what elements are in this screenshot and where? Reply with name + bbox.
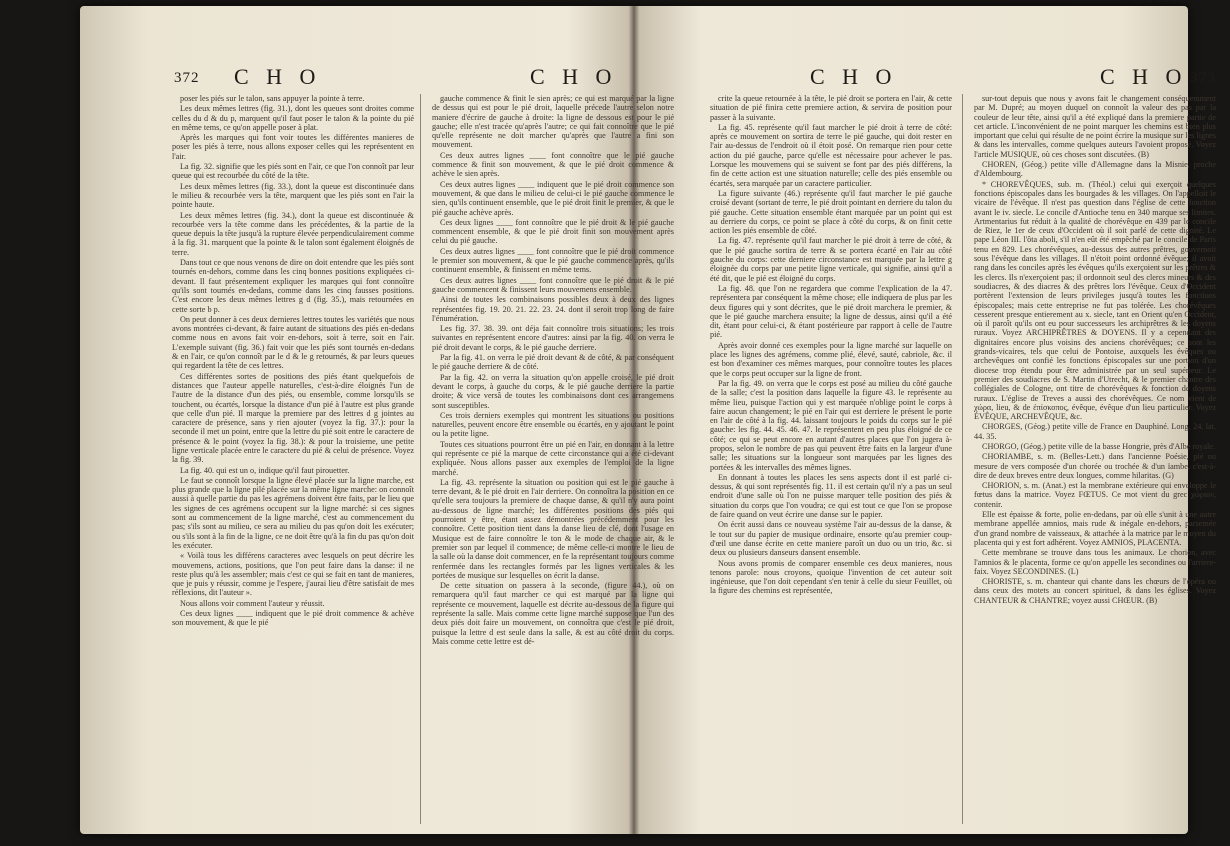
paragraph: Ces deux lignes ____ indiquent que le pié droit commence & achève son mouvement, & que le pié — [172, 609, 414, 628]
paragraph: Dans tout ce que nous venons de dire on doit entendre que les piés sont tournés en-dehors, comme dans les cinq bonnes positions expliquées ci-devant. Il faut présentement expliquer les marques qui font connoître qu'ils sont tournés en-dedans, comme dans les cinq fausses positions. C'est encore les deux mêmes lettres g d (fig. 35.), mais retournées en cette sorte b p. — [172, 258, 414, 314]
paragraph: De cette situation on passera à la seconde, (figure 44.), où on remarquera qu'il faut marcher ce qui est marqué par la ligne qui représente ce mouvement, laquelle est décrite au-dessous de la figure qui représente la salle. Mais comme cette ligne marché suppose que l'un des deux piés doit faire un mouvement, on connoîtra que c'est le pié droit, puisque la lettre d est seule dans la salle, & est au côté droit du corps. Mais comme cette lettre est dé- — [432, 581, 674, 646]
paragraph: Ces deux autres lignes ____ font connoître que le pié gauche commence & finit son mouvement, & que le pié droit commence & achève le sien après. — [432, 150, 674, 179]
right-page-number: 373 — [1190, 70, 1216, 86]
paragraph: Ces deux autres lignes ____ font connoître que le pié droit commence le premier son mouvement, & que le pié gauche commence après, qu'ils continuent ensemble, & finissent en même tems. — [432, 246, 674, 275]
right-column-2 — [974, 94, 1216, 834]
paragraph: * CHOREVÊQUES, sub. m. (Théol.) celui qui exerçoit quelques fonctions épiscopales dans les bourgades & les villages. On l'appelloit le vicaire de l'évêque. Il n'est pas question dans l'église de cette fonction avant le iv. siecle. Le concile d'Antioche tenu en 340 marque ses limites. Artmentarius fut réduit à la qualité de chorévêque en 439 par le concile de Riez, le 1er de ceux d'Occident où il soit parlé de cette dignité. Le pape Léon III. l'ôta aboli, s'il n'en eût été empêché par le concile de Paris tenu en 829. Les chorévêques, au-dessus des autres prêtres, gouvernoit sous l'évêque dans les villages. Il n'étoit point ordonné évêque; il avoit rang dans les conciles après les évêques qu'ils exerçoient sur les prêtres & les clercs. Ils n'exerçoient pas; il ordonnoit seul des clercs mineurs & des soudiacres, & des diacres & des prêtres lors l'évêque. Ceux d'Occident portèrent l'extension de leurs privileges jusqu'à toutes les fonctions épiscopales; mais cette entreprise ne fut pas tolérée. Les chorévêques cesserent presque entierement au x. siecle, tant en Orient qu'en Occident, où il paroît qu'ils ont eu pour successeurs les archiprêtres & les doyens ruraux. Voyez ARCHIPRÊTRES & DOYENS. Il y a cependant des dignitaires encore plus voisins des anciens chorévêques; ce sont les grands-vicaires, tels que celui de Pontoise, auxquels les évêques ou archevêques ont confié les fonctions épiscopales sur une portion d'un diocese trop étendu pour être administrée par un seul supérieur. Le premier des soudiacres de S. Martin d'Utrecht, & le premier chantre des collégiales de Cologne, ont titre de chorévêques & fonction de doyens ruraux. L'église de Treves a aussi des chorévêques. Ce nom vient de χώρα, lieu, & de ἐπίσκοπος, évêque, évêque d'un lieu particulier. Voyez ÉVÊQUE, ARCHEVÊQUE, &c. — [974, 179, 1217, 422]
right-running-head — [690, 64, 1230, 92]
paragraph: Le faut se connoît lorsque la ligne élevé placée sur la ligne marche, est plus grande que la ligne pilé placée sur la même ligne marche: on connoît aussi à quelle partie du pas les agrémens doivent être faits, par le lieu que les signes de ces agrémens occupent sur la ligne marché: si ces signes sont au commencement de la ligne marché, c'est au commencement du pas; s'ils sont au milieu, ce sera au milieu du pas qu'on doit les exécuter; ou s'ils sont à la fin de la ligne, ce ne doit être qu'à la fin du pas qu'on doit les exécuter. — [172, 475, 414, 550]
paragraph: On écrit aussi dans ce nouveau système l'air au-dessus de la danse, & le tout sur du papier de musique ordinaire, ensorte qu'au premier coup-d'œil une danse écrite en cette maniere paroît un duo ou un trio, &c. si deux ou plusieurs danseurs dansent ensemble. — [710, 520, 952, 558]
left-page — [162, 6, 682, 834]
paragraph: La fig. 43. représente la situation ou position qui est le pié gauche à terre devant, & le pié droit en l'air derriere. On connoîtra la position en ce qu'elle sera toujours la premiere de chaque danse, & qu'il n'y aura point au-dessous de ligne marché; les différentes positions des piés qui pourroient y être, étant assez démontrées précédemment pour les connoître. Cette position tient dans la danse lieu de clé, dont l'usage en Musique est de faire connoître le ton & le mode de chaque air, & le premier son par lequel il commence; de même celle-ci montre le lieu de la salle où la danse doit commencer, en fe la représentant toujours comme renfermée dans les rectangles formés par les lignes verticales & les portées de musique sur lesquelles on écrit la danse. — [432, 477, 674, 580]
paragraph: Par la fig. 42. on verra la situation qu'on appelle croisé, le pié droit devant le corps, à gauche du corps, & le pié gauche derriere la partie droite; & vice versâ de toutes les combinaisons dont ces arrangemens sont susceptibles. — [432, 372, 674, 410]
paragraph: CHORISTE, s. m. chanteur qui chante dans les chœurs de l'opéra ou dans ceux des motets au concert spirituel, & dans les églises. Voyez CHANTEUR & CHANTRE; voyez aussi CHŒUR. (B) — [974, 577, 1216, 605]
column-divider — [962, 94, 963, 824]
paragraph: La fig. 40. qui est un o, indique qu'il faut pirouetter. — [180, 465, 350, 475]
left-column-2 — [432, 94, 674, 834]
paragraph: Par la fig. 49. on verra que le corps est posé au milieu du côté gauche de la salle; c'est la position dans laquelle la figure 43. le représente au même lieu, puisque l'action qui y est marquée n'oblige point le corps à faire aucun changement; le pié en l'air qui est derriere le présent le porte en l'air de côté à la fig. 44. laissant toujours le poids du corps sur le pié gauche: les fig. 44. 45. 46. 47. le représentent en peu plus éloigné de ce côté; ce qui se peut encore en autant d'autres places que l'on jugera à-propos, selon le nombre de pas qui peuvent être faits en la largeur d'une salle; les situations sur la longueur sont marquées par les lignes des portées & les intervalles des mêmes lignes. — [710, 378, 952, 472]
paragraph: La fig. 32. signifie que les piés sont en l'air, ce que l'on connoît par leur queue qui est recourbée du côté de la tête. — [172, 162, 414, 181]
left-page-number: 372 — [174, 70, 200, 86]
paragraph: La fig. 47. représente qu'il faut marcher le pié droit à terre de côté, & que le pié gauche sortira de terre & se portera écarté en l'air au côté gauche du corps: cette derniere circonstance est marquée par la lettre g éloignée du corps par une petite ligne verticale, qui signifie, ainsi qu'il a été dit, que le pié est éloigné du corps. — [710, 236, 952, 283]
paragraph: Ces deux autres lignes ____ font connoître que le pié droit & le pié gauche commencent & finissent leurs mouvemens ensemble. — [432, 275, 674, 294]
paragraph: Cette membrane se trouve dans tous les animaux. Le chorion, avec l'amnios & le placenta, forme ce qu'on appelle les secondines ou l'arriere-faix. Voyez SECONDINES. (L) — [974, 548, 1216, 576]
paragraph: Nous avons promis de comparer ensemble ces deux manieres, nous tenons parole: nous croyons, quoique l'invention de cet auteur soit ingénieuse, que l'on doit cependant s'en tenir à celle du sieur Feuillet, où la figure des chemins est représentée, — [710, 558, 952, 596]
paragraph: CHORGES, (Géog.) petite ville de France en Dauphiné. Long. 24. lat. 44. 35. — [974, 422, 1216, 441]
paragraph: Les deux mêmes lettres (fig. 31.), dont les queues sont droites comme celles du d & du p, marquent qu'il faut poser le talon & la pointe du pié en même tems, ce qu'on appelle poser à plat. — [172, 104, 414, 132]
paragraph: Ces deux lignes ____ font connoître que le pié droit & le pié gauche commencent ensemble, & que le pié droit finit son mouvement après celui du pié gauche. — [432, 217, 674, 246]
paragraph: La fig. 48. que l'on ne regardera que comme l'explication de la 47. représentera par conséquent la même chose; elle indiquera de plus par les deux figures qui y sont décrites, que le pié droit marchera le premier, & que le pié gauche marchera ensuite; la ligne de dessus, ainsi qu'il a été dit, étant pour celui-ci, & étant postérieure par rapport à celle de l'autre pié. — [710, 283, 952, 340]
column-divider — [420, 94, 421, 824]
paragraph: CHORION, s. m. (Anat.) est la membrane extérieure qui enveloppe le fœtus dans la matrice. Voyez FŒTUS. Ce mot vient du grec χώριον, contenir. — [974, 481, 1216, 509]
paragraph: « Voilà tous les différens caracteres avec lesquels on peut décrire les mouvemens, actions, positions, que l'on peut faire dans la danse: il ne reste plus qu'à les assembler; mais c'est ce qui se fait en tant de manieres, que je puis y réussir, comme je l'espere, j'aurai lieu d'être satisfait de mes réflexions, dit l'auteur ». — [172, 551, 414, 598]
paragraph: Ainsi de toutes les combinaisons possibles deux à deux des lignes représentées fig. 19. 20. 21. 22. 23. 24. dont il seroit trop long de faire l'énumération. — [432, 295, 674, 323]
left-column-1 — [172, 94, 414, 834]
paragraph: On peut donner à ces deux dernieres lettres toutes les variétés que nous avons montrées ci-devant, & faire autant de situations des piés en-dedans comme nous en avons fait voir en-dehors, soit à terre, soit en l'air. L'exemple suivant (fig. 36.) fait voir que les piés sont tournés en-dedans & en l'air, ce qu'on connoît par le d & le g retournés, & par leurs queues qui regardent la tête de ces lettres. — [172, 314, 414, 371]
paragraph: sur-tout depuis que nous y avons fait le changement conséquemment par M. Dupré; au moyen duquel on connoît la valeur des pas par la couleur de leur tête, ainsi qu'il a été expliqué dans la premiere partie de cet article. L'inconvénient de ne point marquer les chemins est bien plus important que celui qui résulte de ne point écrire la musique sur les lignes & dans les intervalles, comme quelques auteurs l'avoient proposé. Voyez l'article MUSIQUE, où ces choses sont discutées. (B) — [974, 94, 1216, 159]
paragraph: Les deux mêmes lettres (fig. 34.), dont la queue est discontinuée & recourbée vers la tête comme dans les précédentes, & la partie de la queue depuis la tête jusqu'à la rupture élevée perpendiculairement comme à la fig. 31. marquent que la pointe & le talon sont également éloignés de terre. — [172, 210, 414, 257]
paragraph: Après avoir donné ces exemples pour la ligne marché sur laquelle on place les lignes des agrémens, comme plié, élevé, sauté, cabriole, &c. il est bon d'examiner ces mêmes marques, pour connoître toutes les places que le corps peut occuper sur la ligne de front. — [710, 340, 952, 378]
left-head-word-1: C H O — [234, 64, 322, 89]
paragraph: CHORIAMBE, s. m. (Belles-Lett.) dans l'ancienne Poésie, pié ou mesure de vers composée d'un chorée ou trochée & d'un ïambe, c'est-à-dire de deux breves entre deux longues, comme hilaritas. (G) — [974, 452, 1216, 480]
paragraph: Toutes ces situations pourront être un pié en l'air, en donnant à la lettre qui représente ce pié la marque de cette circonstance qui a été ci-devant expliquée. Nous allons passer aux exemples de l'emploi de la ligne marché. — [432, 439, 674, 477]
paragraph: Nous allons voir comment l'auteur y réussit. — [180, 598, 325, 608]
paragraph: Par la fig. 41. on verra le pié droit devant & de côté, & par conséquent le pié gauche derriere & de côté. — [432, 353, 674, 372]
paragraph: CHORGO, (Géog.) petite ville de la basse Hongrie, près d'Albe royale. — [982, 441, 1215, 451]
paragraph: gauche commence & finit le sien après; ce qui est marqué par la ligne de dessus qui est pour le pié droit, laquelle précede l'autre selon notre maniere d'écrire de gauche à droite: la ligne de dessous est pour le pié gauche; elle n'est tracée qu'après l'autre; ce qui fait connoître que le pié qu'elle représente ne doit marcher qu'après que l'autre a fini son mouvement. — [432, 94, 674, 150]
paragraph: poser les piés sur le talon, sans appuyer la pointe à terre. — [180, 94, 365, 103]
paragraph: Elle est épaisse & forte, polie en-dedans, par où elle s'unit à une autre membrane appellée amnios, mais rude & inégale en-dehors, parsemée d'un grand nombre de vaisseaux, & attachée à la matrice par le moyen du placenta qui y est fort adhérent. Voyez AMNIOS, PLACENTA. — [974, 510, 1216, 547]
paragraph: Les fig. 37. 38. 39. ont déja fait connoître trois situations; les trois suivantes en représentent encore d'autres: ainsi par la fig. 40. on verra le pié droit devant le corps, & le pié gauche derriere. — [432, 324, 674, 352]
paragraph: Les deux mêmes lettres (fig. 33.), dont la queue est discontinuée dans le milieu & recourbée vers la tête, marquent que les piés sont en l'air la pointe haute. — [172, 181, 414, 210]
left-head-word-2: C H O — [530, 64, 618, 89]
right-head-word-2: C H O — [1100, 64, 1188, 89]
paragraph: crite la queue retournée à la tête, le pié droit se portera en l'air, & cette situation de pié finira cette premiere action, & servira de position pour passer à la suivante. — [710, 94, 952, 122]
paragraph: Ces trois derniers exemples qui montrent les situations ou positions naturelles, peuvent encore être ensemble ou écartés, en y ajoutant le point ou la petite ligne. — [432, 410, 674, 439]
paragraph: La fig. 45. représente qu'il faut marcher le pié droit à terre de côté: après ce mouvement on sortira de terre le pié gauche, qui doit rester en l'air au-dessus de l'endroit où il étoit posé. On remarque rien pour cette action du pié gauche, parce qu'elle est nécessaire pour achever le pas. Lorsque les mouvemens qui se suivent se font par des piés différens, la fin de cette action est une situation naturelle; celle des piés ensemble ou écartés, sera marquée par un caractere particulier. — [710, 122, 952, 188]
paragraph: En donnant à toutes les places les sens aspects dont il est parlé ci-dessus, & qui sont représentés fig. 11. il est certain qu'il n'y a pas un seul endroit d'une salle où l'on ne puisse marquer telle position des piés & situation du corps que l'on voudra; ce qui est tout ce que l'on se propose de faire quand on veut écrire une danse sur le papier. — [710, 472, 952, 520]
right-head-word-1: C H O — [810, 64, 898, 89]
paragraph: CHOREN, (Géog.) petite ville d'Allemagne dans la Misnie, proche d'Aldembourg. — [974, 160, 1216, 179]
right-page — [690, 6, 1230, 834]
paragraph: Ces différentes sortes de positions des piés étant quelquefois de distances que l'auteur appelle naturelles, c'est-à-dire éloignés l'un de l'autre de la distance d'un des piés, ou ensemble, comme lorsqu'ils se touchent, ou écartés, lorsque la distance d'un pié à l'autre est plus grande que celle d'un pié. Il marque la premiere par des lettres d g jointes au caractere de présence, sans y rien ajouter (voyez la fig. 37.): pour la seconde il met un point, entre que la lettre du pié soit entre le caractere de présence & le point (voyez la fig. 38.): & pour la troisieme, une petite ligne verticale placée entre le caractere du pié & celui de présence. Voyez la fig. 39. — [172, 371, 414, 465]
left-running-head — [162, 64, 682, 92]
paragraph: Ces deux autres lignes ____ indiquent que le pié droit commence son mouvement, & que dans le milieu de celui-ci le pié gauche commence le sien, qu'ils continuent ensemble, que le pié droit finit le premier, & que le pié gauche achève après. — [432, 179, 674, 217]
book-spread — [80, 6, 1217, 834]
right-column-1 — [710, 94, 952, 834]
paragraph: La figure suivante (46.) représente qu'il faut marcher le pié gauche croisé devant (sortant de terre, le pié droit pointant en derriere du talon du pié gauche. Cette situation ensemble étant marquée par un point qui est au derriere du corps, ce point se place à côté du corps, & on finit cette action les piés ensemble de côté. — [710, 188, 952, 236]
paragraph: Après les marques qui font voir toutes les différentes manieres de poser les piés à terre, nous allons exposer celles qui les représentent en l'air. — [172, 133, 414, 161]
